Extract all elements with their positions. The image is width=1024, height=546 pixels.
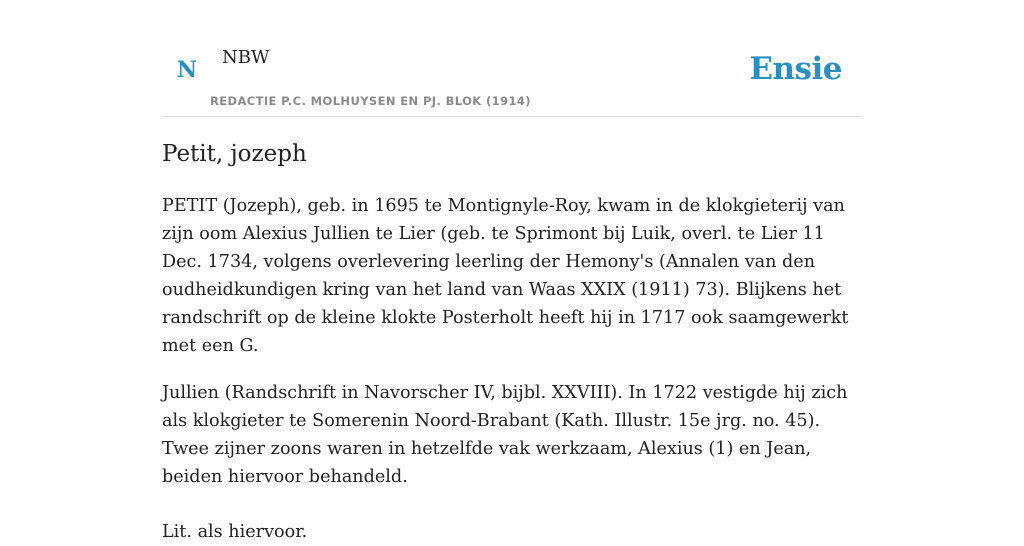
article-paragraph: Lit. als hiervoor. [162,522,308,542]
source-header [162,0,862,117]
article-content [162,134,862,546]
article-paragraph: Jullien (Randschrift in Navorscher IV, bijbl. XXVIII). In 1722 vestigde hij zich als klokgieter te Somerenin Noord-Brabant (Kath. Illustr. 15e jrg. no. 45). Twee zijner zoons waren in hetzelfde vak werkzaam, Alexius (1) en Jean, beiden hiervoor behandeld. [162,383,848,487]
brand-logo[interactable]: Ensie [749,51,842,87]
source-subtitle: REDACTIE P.C. MOLHUYSEN EN PJ. BLOK (1914) [210,94,531,108]
source-logo-icon: N [177,57,198,83]
article-title: Petit, jozeph [162,141,307,167]
article-paragraph: PETIT (Jozeph), geb. in 1695 te Montignyle-Roy, kwam in de klokgieterij van zijn oom Alexius Jullien te Lier (geb. te Sprimont bij Luik, overl. te Lier 11 Dec. 1734, volgens overlevering leerling der Hemony's (Annalen van den oudheidkundigen kring van het land van Waas XXIX (1911) 73). Blijkens het randschrift op de kleine klokte Posterholt heeft hij in 1717 ook saamgewerkt met een G. [162,196,849,356]
source-name[interactable]: NBW [222,47,270,68]
